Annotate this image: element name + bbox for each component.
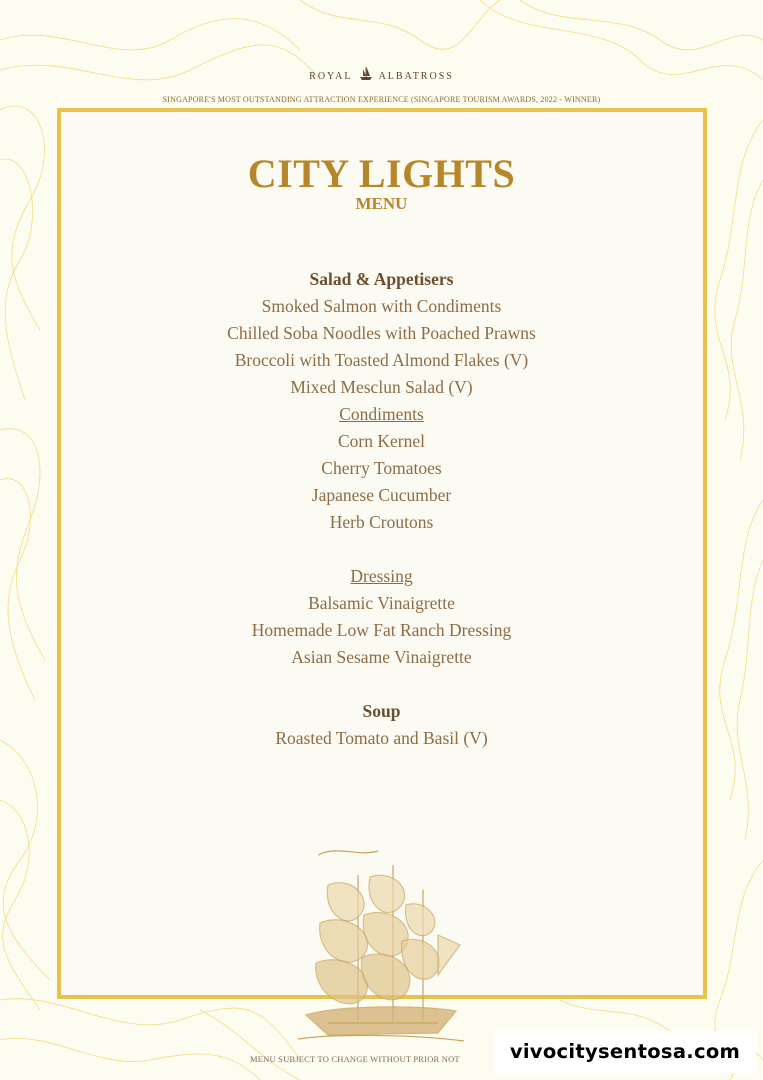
section-heading: Salad & Appetisers [309,269,454,289]
tall-ship-icon [298,845,464,1045]
section-heading: Soup [362,701,401,721]
menu-item: Roasted Tomato and Basil (V) [275,728,488,748]
menu-item: Chilled Soba Noodles with Poached Prawns [227,323,536,343]
spacer [0,536,763,563]
menu-item: Corn Kernel [338,431,425,451]
site-watermark: vivocitysentosa.com [494,1031,756,1073]
dressing-label: Dressing [350,566,413,586]
ship-icon [358,66,374,82]
menu-title: CITY LIGHTS [247,151,516,196]
award-tagline: SINGAPORE'S MOST OUTSTANDING ATTRACTION EXPERIENCE (SINGAPORE TOURISM AWARDS, 2022 - WINNER) [162,95,601,104]
brand-word-right: ALBATROSS [378,71,454,82]
menu-item: Cherry Tomatoes [321,458,442,478]
menu-item: Asian Sesame Vinaigrette [291,647,472,667]
menu-item: Balsamic Vinaigrette [308,593,455,613]
menu-item: Herb Croutons [329,512,434,532]
brand-logo [0,66,763,82]
menu-item: Homemade Low Fat Ranch Dressing [251,620,512,640]
menu-item: Smoked Salmon with Condiments [261,296,502,316]
footer-note: MENU SUBJECT TO CHANGE WITHOUT PRIOR NOT [250,1054,460,1064]
menu-list [0,266,763,752]
menu-item: Broccoli with Toasted Almond Flakes (V) [234,350,529,370]
spacer [0,671,763,698]
menu-item: Mixed Mesclun Salad (V) [290,377,473,397]
condiments-label: Condiments [339,404,424,424]
brand-word-left: ROYAL [309,71,353,82]
menu-item: Japanese Cucumber [311,485,452,505]
menu-subtitle: MENU [355,194,408,213]
